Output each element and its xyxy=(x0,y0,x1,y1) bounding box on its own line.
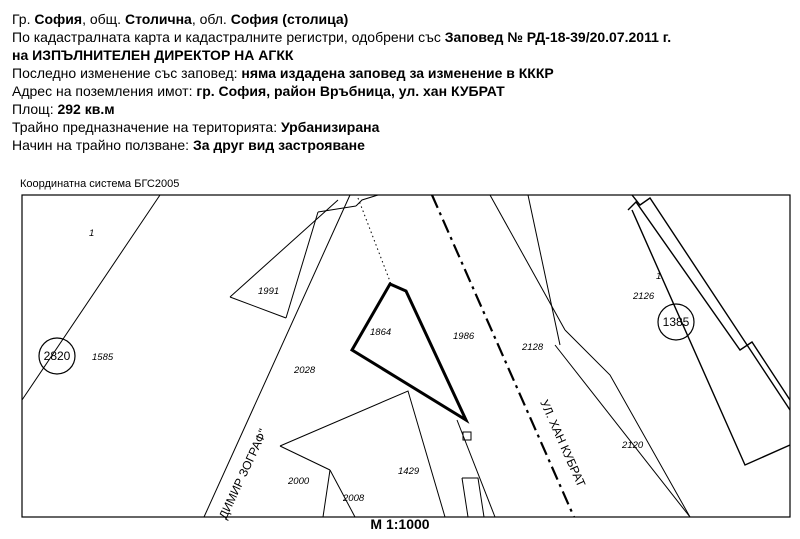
label-1585: 1585 xyxy=(92,352,114,363)
label-2120: 2120 xyxy=(622,440,644,451)
street-axis xyxy=(432,195,574,517)
info-segment: Трайно предназначение на територията: xyxy=(12,119,281,135)
info-segment: на ИЗПЪЛНИТЕЛЕН ДИРЕКТОР НА АГКК xyxy=(12,47,294,63)
label-2126: 2126 xyxy=(633,291,655,302)
info-segment: Урбанизирана xyxy=(280,119,380,135)
map-scale: М 1:1000 xyxy=(370,516,430,532)
boundary-small-box-west xyxy=(462,478,468,517)
info-segment: Столична xyxy=(124,11,192,27)
boundary-top-link xyxy=(318,206,356,212)
label-2128: 2128 xyxy=(522,342,544,353)
label-1429: 1429 xyxy=(398,466,420,477)
info-segment: Гр. xyxy=(12,11,35,27)
dotted-line xyxy=(358,198,391,284)
info-segment: София xyxy=(34,11,83,27)
info-segment: София (столица) xyxy=(230,11,349,27)
info-segment: По кадастралната карта и кадастралните регистри, одобрени със xyxy=(12,29,445,45)
boundary-mid xyxy=(528,195,560,345)
boundary-2128-north xyxy=(490,195,565,330)
boundary-1991-top xyxy=(230,200,338,297)
label-2028: 2028 xyxy=(294,365,316,376)
building-strip xyxy=(628,195,790,465)
boundary-2120 xyxy=(555,345,690,517)
label-1864: 1864 xyxy=(370,327,392,338)
boundary-1991-bottom xyxy=(230,297,286,318)
info-segment: 292 кв.м xyxy=(57,101,115,117)
label-2820: 2820 xyxy=(43,349,71,363)
street-label-khan-kubrat: УЛ. ХАН КУБРАТ xyxy=(537,397,589,490)
boundary-1-1585 xyxy=(22,195,160,400)
subject-parcel-1864 xyxy=(352,284,466,420)
info-segment: , общ. xyxy=(82,11,125,27)
boundary-top-notch xyxy=(356,195,378,206)
info-segment: , обл. xyxy=(191,11,231,27)
info-segment: Последно изменение със заповед: xyxy=(12,65,242,81)
boundary-2008-west xyxy=(323,470,330,517)
info-segment: гр. София, район Връбница, ул. хан КУБРАТ xyxy=(196,83,505,99)
label-1-right: 1 xyxy=(656,271,662,282)
label-1-left: 1 xyxy=(89,228,95,239)
info-segment: Площ: xyxy=(12,101,58,117)
info-segment: За друг вид застрояване xyxy=(192,137,365,153)
parcel-boundaries xyxy=(22,195,690,517)
boundary-1991-east xyxy=(286,212,318,318)
info-segment: Заповед № РД-18-39/20.07.2011 г. xyxy=(444,29,672,45)
boundary-2128-2120 xyxy=(565,330,690,517)
label-1385: 1385 xyxy=(662,315,690,329)
info-segment: няма издадена заповед за изменение в КККР xyxy=(241,65,554,81)
boundary-2000-top xyxy=(280,446,330,470)
street-label-zograf: ДИМИР ЗОГРАФ" xyxy=(216,426,271,522)
info-segment: Начин на трайно ползване: xyxy=(12,137,193,153)
label-1986: 1986 xyxy=(453,331,475,342)
coordinate-system-label: Координатна система БГС2005 xyxy=(20,178,180,190)
label-1991: 1991 xyxy=(258,286,280,297)
label-2000: 2000 xyxy=(288,476,310,487)
label-2008: 2008 xyxy=(343,493,365,504)
info-segment: Адрес на поземления имот: xyxy=(12,83,197,99)
